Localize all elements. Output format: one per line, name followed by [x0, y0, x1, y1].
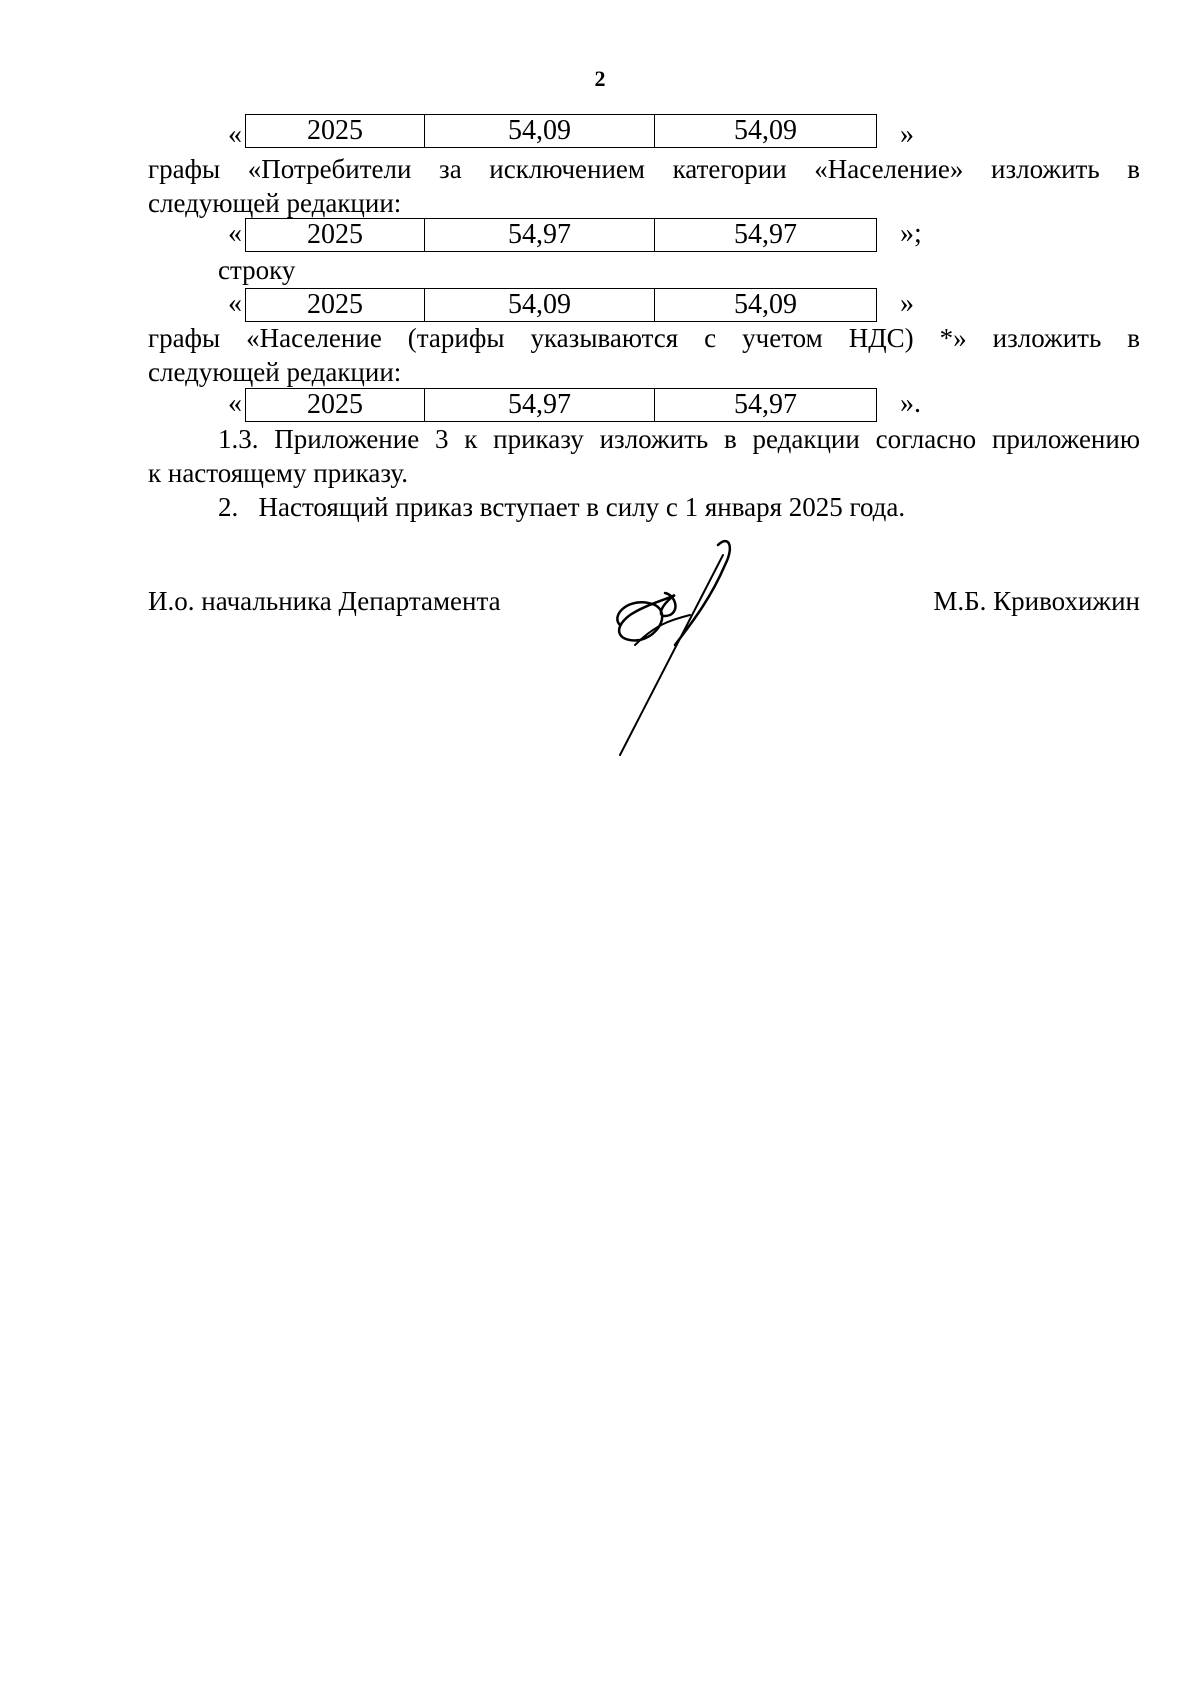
year-cell: 2025 [245, 218, 425, 252]
year-cell: 2025 [245, 288, 425, 322]
table-row [245, 288, 877, 322]
page-number: 2 [594, 66, 606, 91]
paragraph-line: 1.3. Приложение 3 к приказу изложить в редакции согласно приложению [218, 424, 1140, 454]
open-quote: « [228, 119, 242, 150]
year-cell: 2025 [245, 388, 425, 422]
paragraph-line: графы «Потребители за исключением категории «Население» изложить в [148, 154, 1140, 184]
year-cell: 2025 [245, 114, 425, 148]
paragraph-line: следующей редакции: [148, 357, 402, 387]
open-quote: « [228, 388, 242, 419]
paragraph-line: графы «Население (тарифы указываются с учетом НДС) *» изложить в [148, 323, 1140, 353]
open-quote: « [228, 288, 242, 319]
value-cell: 54,97 [655, 218, 877, 252]
paragraph-line: следующей редакции: [148, 188, 402, 218]
paragraph-line: 2. Настоящий приказ вступает в силу с 1 января 2025 года. [218, 492, 906, 522]
value-cell: 54,09 [655, 114, 877, 148]
value-cell: 54,97 [425, 218, 655, 252]
value-cell: 54,09 [655, 288, 877, 322]
signatory-name: М.Б. Кривохижин [933, 586, 1140, 616]
value-cell: 54,97 [425, 388, 655, 422]
close-quote: » [900, 119, 914, 150]
close-quote: »; [900, 218, 922, 249]
table-row [245, 114, 877, 148]
value-cell: 54,09 [425, 288, 655, 322]
table-row [245, 218, 877, 252]
paragraph-line: к настоящему приказу. [148, 458, 408, 488]
close-quote: ». [900, 388, 921, 419]
table-row [245, 388, 877, 422]
value-cell: 54,97 [655, 388, 877, 422]
handwritten-signature [600, 535, 800, 775]
open-quote: « [228, 218, 242, 249]
signatory-position: И.о. начальника Департамента [148, 586, 501, 616]
paragraph-line: строку [218, 255, 296, 285]
close-quote: » [900, 288, 914, 319]
value-cell: 54,09 [425, 114, 655, 148]
